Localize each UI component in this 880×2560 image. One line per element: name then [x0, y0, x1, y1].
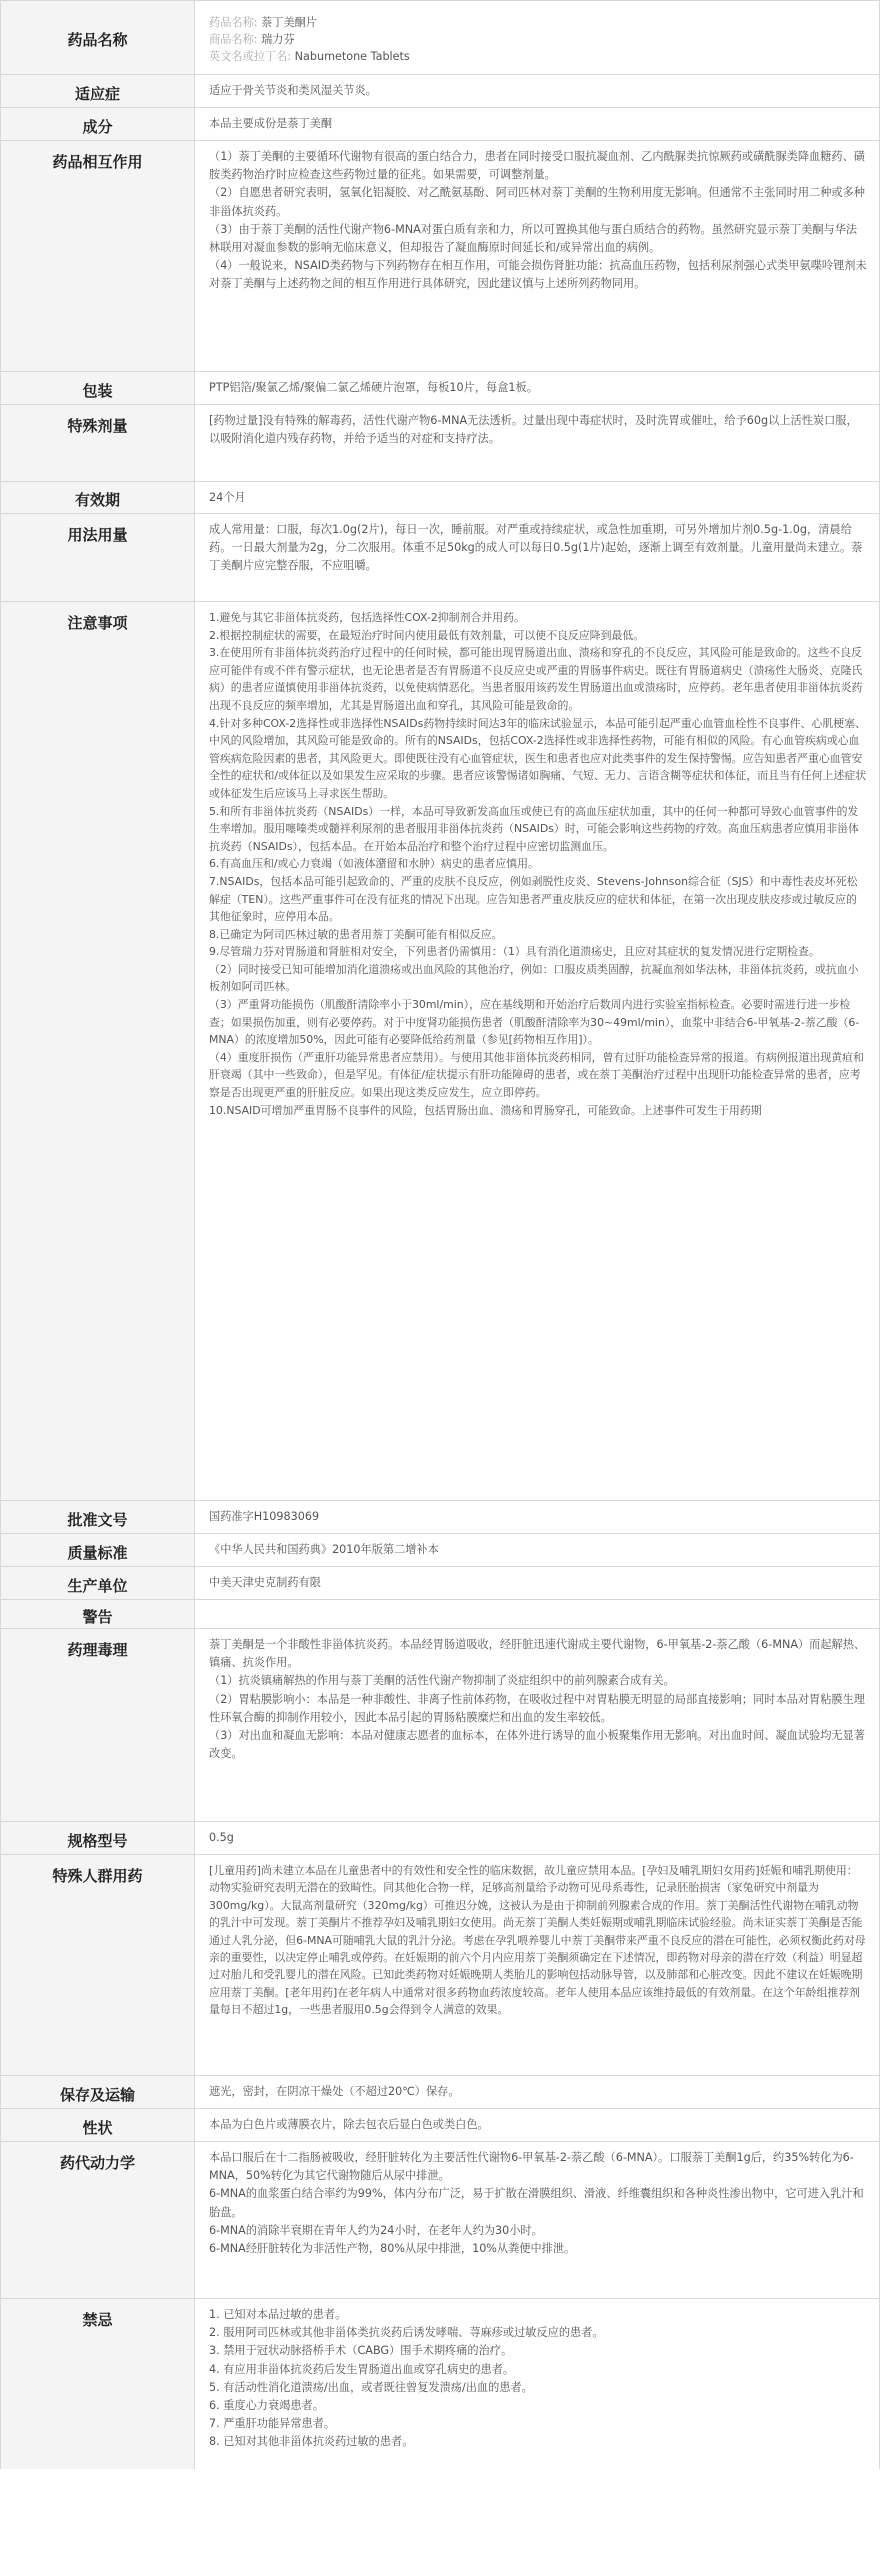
row-validity: [1, 482, 879, 514]
paragraph: 6-MNA经肝脏转化为非活性产物，80%从尿中排泄，10%从粪便中排泄。: [209, 2242, 576, 2256]
paragraph: 10.NSAID可增加严重胃肠不良事件的风险，包括胃肠出血、溃疡和胃肠穿孔，可能致命。上述事件可发生于用药期: [209, 1103, 762, 1117]
precautions-text: [195, 602, 879, 1500]
paragraph: （3）严重肾功能损伤（肌酸酐清除率小于30ml/min），应在基线期和开始治疗后数周内进行实验室指标检查。必要时需进行进一步检查；如果损伤加重，则有必要停药。对于中度肾功能损伤患者（肌酸酐清除率为30~49ml/min），血浆中非结合6-甲氧基-2-萘乙酸（6-MNA）的浓度增加50%，因此可能有必要降低给药剂量（参见[药物相互作用]）。: [209, 998, 860, 1047]
label-packaging: 包装: [1, 372, 195, 404]
manufacturer-text: 中美天津史克制药有限: [209, 1576, 321, 1589]
pharmacology-text: [195, 1629, 879, 1821]
label-precautions: 注意事项: [1, 602, 195, 1500]
row-contraindications: [1, 2299, 879, 2469]
composition-text: 本品主要成份是萘丁美酮: [209, 117, 333, 130]
label-pharmacology: 药理毒理: [1, 1629, 195, 1821]
paragraph: （1）萘丁美酮的主要循环代谢物有很高的蛋白结合力，患者在同时接受口服抗凝血剂、乙内酰脲类抗惊厥药或磺酰脲类降血糖药、磺胺类药物治疗时应检查这些药物过量的征兆。如果需要，可调整剂量。: [209, 150, 865, 182]
label-approval: 批准文号: [1, 1501, 195, 1533]
label-storage: 保存及运输: [1, 2076, 195, 2108]
paragraph: （2）自愿患者研究表明，氢氧化铝凝胶、对乙酰氨基酚、阿司匹林对萘丁美酮的生物利用度无影响。但通常不主张同时用二种或多种非甾体抗炎药。: [209, 186, 865, 218]
generic-name: 萘丁美酮片: [261, 16, 318, 29]
list-item: 4. 有应用非甾体抗炎药后发生胃肠道出血或穿孔病史的患者。: [209, 2362, 515, 2376]
paragraph: 2.根据控制症状的需要，在最短治疗时间内使用最低有效剂量，可以使不良反应降到最低。: [209, 628, 645, 642]
paragraph: （4）重度肝损伤（严重肝功能异常患者应禁用）。与使用其他非甾体抗炎药相同，曾有过肝功能检查异常的报道。有病例报道出现黄疸和肝衰竭（其中一些致命），但是罕见。有体征/症状提示有肝功能障碍的患者，或在萘丁美酮治疗过程中出现肝功能检查异常的患者，应考察是否出现更严重的肝脏反应。如果出现这类反应发生，应立即停药。: [209, 1050, 864, 1100]
row-manufacturer: [1, 1567, 879, 1600]
paragraph: 7.NSAIDs，包括本品可能引起致命的、严重的皮肤不良反应，例如剥脱性皮炎、Stevens-Johnson综合征（SJS）和中毒性表皮坏死松解症（TEN）。这些严重事件可在没有征兆的情况下出现。应告知患者严重皮肤反应的症状和体征，在第一次出现皮肤皮疹或过敏反应的其他征象时，应停用本品。: [209, 874, 858, 924]
label-appearance: 性状: [1, 2109, 195, 2141]
paragraph: [药物过量]没有特殊的解毒药，活性代谢产物6-MNA无法透析。过量出现中毒症状时，及时洗胃或催吐，给予60g以上活性炭口服，以吸附消化道内残存药物，并给予适当的对症和支持疗法。: [209, 414, 858, 446]
label-overdose: 特殊剂量: [1, 405, 195, 481]
appearance-text: 本品为白色片或薄膜衣片，除去包衣后显白色或类白色。: [209, 2118, 489, 2131]
label-composition: 成分: [1, 108, 195, 140]
row-spec: [1, 1822, 879, 1855]
list-item: 5. 有活动性消化道溃疡/出血，或者既往曾复发溃疡/出血的患者。: [209, 2380, 533, 2394]
label-spec: 规格型号: [1, 1822, 195, 1854]
label-validity: 有效期: [1, 482, 195, 513]
label-interactions: 药品相互作用: [1, 141, 195, 371]
drug-names: 药品名称: 萘丁美酮片 商品名称: 瑞力芬 英文名或拉丁名: Nabumetone Tablets: [209, 16, 410, 63]
paragraph: 萘丁美酮是一个非酸性非甾体抗炎药。本品经胃肠道吸收，经肝脏迅速代谢成主要代谢物，6-甲氧基-2-萘乙酸（6-MNA）而起解热、镇痛、抗炎作用。: [209, 1638, 866, 1670]
special-population-text: [195, 1855, 879, 2075]
row-indication: [1, 75, 879, 108]
label-indication: 适应症: [1, 75, 195, 107]
label-drug-name: 药品名称: [1, 1, 195, 74]
paragraph: 本品口服后在十二指肠被吸收，经肝脏转化为主要活性代谢物6-甲氧基-2-萘乙酸（6-MNA）。口服萘丁美酮1g后，约35%转化为6-MNA，50%转化为其它代谢物随后从尿中排泄。: [209, 2151, 854, 2183]
row-approval: [1, 1501, 879, 1534]
paragraph: 6-MNA的血浆蛋白结合率约为99%，体内分布广泛，易于扩散在滑膜组织、滑液、纤维囊组织和各种炎性渗出物中，它可进入乳汁和胎盘。: [209, 2187, 864, 2219]
list-item: 1. 已知对本品过敏的患者。: [209, 2308, 347, 2321]
label-pharmacokinetics: 药代动力学: [1, 2142, 195, 2298]
label-dosage: 用法用量: [1, 514, 195, 601]
list-item: 7. 严重肝功能异常患者。: [209, 2417, 336, 2431]
storage-text: 遮光，密封，在阴凉干燥处（不超过20℃）保存。: [209, 2085, 460, 2098]
row-appearance: [1, 2109, 879, 2142]
paragraph: 1.避免与其它非甾体抗炎药，包括选择性COX-2抑制剂合并用药。: [209, 611, 525, 624]
list-item: 8. 已知对其他非甾体抗炎药过敏的患者。: [209, 2435, 414, 2449]
contraindications-text: [195, 2299, 879, 2469]
row-precautions: [1, 602, 879, 1501]
validity-text: 24个月: [209, 491, 246, 504]
interactions-text: [195, 141, 879, 371]
row-drug-name: [1, 1, 879, 75]
paragraph: 6.有高血压和/或心力衰竭（如液体潴留和水肿）病史的患者应慎用。: [209, 857, 539, 871]
english-name: Nabumetone Tablets: [294, 50, 410, 63]
paragraph: 3.在使用所有非甾体抗炎药治疗过程中的任何时候，都可能出现胃肠道出血、溃疡和穿孔的不良反应，其风险可能是致命的。这些不良反应可能伴有或不伴有警示症状，也无论患者是否有胃肠道不良反应史或严重的胃肠事件病史。既往有胃肠道病史（溃疡性大肠炎、克隆氏病）的患者应谨慎使用非甾体抗炎药，以免使病情恶化。当患者服用该药发生胃肠道出血或溃疡时，应停药。老年患者使用非甾体抗炎药出现不良反应的频率增加，尤其是胃肠道出血和穿孔，其风险可能是致命的。: [209, 646, 863, 712]
indication-text: 适应于骨关节炎和类风湿关节炎。: [209, 84, 377, 97]
row-interactions: [1, 141, 879, 372]
dosage-text: [195, 514, 879, 601]
paragraph: 9.尽管瑞力芬对胃肠道和肾脏相对安全，下列患者仍需慎用：（1）具有消化道溃疡史，且应对其症状的复发情况进行定期检查。: [209, 945, 820, 959]
row-pharmacology: [1, 1629, 879, 1822]
label-warning: 警告: [1, 1600, 195, 1628]
row-storage: [1, 2076, 879, 2109]
row-dosage: [1, 514, 879, 602]
row-composition: [1, 108, 879, 141]
row-overdose: [1, 405, 879, 482]
overdose-text: [195, 405, 879, 481]
list-item: 3. 禁用于冠状动脉搭桥手术（CABG）围手术期疼痛的治疗。: [209, 2344, 513, 2358]
label-contraindications: 禁忌: [1, 2299, 195, 2469]
label-standard: 质量标准: [1, 1534, 195, 1566]
paragraph: （2）胃粘膜影响小：本品是一种非酸性、非离子性前体药物，在吸收过程中对胃粘膜无明显的局部直接影响；同时本品对胃粘膜生理性环氧合酶的抑制作用较小，因此本品引起的胃肠粘膜糜烂和出血的发生率较低。: [209, 1692, 865, 1724]
list-item: 6. 重度心力衰竭患者。: [209, 2399, 324, 2413]
row-warning: [1, 1600, 879, 1629]
list-item: 2. 服用阿司匹林或其他非甾体类抗炎药后诱发哮喘、荨麻疹或过敏反应的患者。: [209, 2326, 604, 2340]
pharmacokinetics-text: [195, 2142, 879, 2298]
standard-text: 《中华人民共和国药典》2010年版第二增补本: [209, 1543, 439, 1556]
label-manufacturer: 生产单位: [1, 1567, 195, 1599]
spec-text: 0.5g: [209, 1831, 234, 1844]
paragraph: （1）抗炎镇痛解热的作用与萘丁美酮的活性代谢产物抑制了炎症组织中的前列腺素合成有关。: [209, 1674, 675, 1688]
paragraph: 8.已确定为阿司匹林过敏的患者用萘丁美酮可能有相似反应。: [209, 927, 503, 941]
paragraph: （3）由于萘丁美酮的活性代谢产物6-MNA对蛋白质有亲和力，所以可置换其他与蛋白质结合的药物。虽然研究显示萘丁美酮与华法林联用对凝血参数的影响无临床意义，但却报告了凝血酶原时间延长和/或异常出血的病例。: [209, 222, 858, 255]
row-special-population: [1, 1855, 879, 2076]
paragraph: 成人常用量：口服，每次1.0g(2片)，每日一次，睡前服。对严重或持续症状，或急性加重期，可另外增加片剂0.5g-1.0g，清晨给药。一日最大剂量为2g，分二次服用。体重不足50kg的成人可以每日0.5g(1片)起始，逐渐上调至有效剂量。儿童用量尚未建立。萘丁美酮片应完整吞服，不应咀嚼。: [209, 523, 863, 573]
paragraph: 4.针对多种COX-2选择性或非选择性NSAIDs药物持续时间达3年的临床试验显示，本品可能引起严重心血管血栓性不良事件、心肌梗塞、中风的风险增加，其风险可能是致命的。所有的NSAIDs，包括COX-2选择性或非选择性药物，可能有相似的风险。有心血管疾病或心血管疾病危险因素的患者，其风险更大。即使既往没有心血管症状，医生和患者也应对此类事件的发生保持警惕。应告知患者严重心血管安全性的症状和/或体征以及如果发生应采取的步骤。患者应该警惕诸如胸痛、气短、无力、言语含糊等症状和体征，而且当有任何上述症状或体征发生后应该马上寻求医生帮助。: [209, 716, 867, 800]
paragraph: （3）对出血和凝血无影响：本品对健康志愿者的血标本，在体外进行诱导的血小板聚集作用无影响。对出血时间、凝血试验均无显著改变。: [209, 1729, 865, 1761]
row-standard: [1, 1534, 879, 1567]
paragraph: 6-MNA的消除半衰期在青年人约为24小时，在老年人约为30小时。: [209, 2223, 543, 2237]
packaging-text: PTP铝箔/聚氯乙烯/聚偏二氯乙烯硬片泡罩，每板10片，每盒1板。: [209, 381, 538, 394]
paragraph: [儿童用药]尚未建立本品在儿童患者中的有效性和安全性的临床数据，故儿童应禁用本品。[孕妇及哺乳期妇女用药]妊娠和哺乳期使用：动物实验研究表明无潜在的致畸性。同其他化合物一样，足够高剂量给予动物可见母系毒性，记录胚胎损害（家兔研究中剂量为300mg/kg）。大鼠高剂量研究（320mg/kg）可推迟分娩，这被认为是由于抑制前列腺素合成的作用。萘丁美酮活性代谢物在哺乳动物的乳汁中可发现。萘丁美酮片不推荐孕妇及哺乳期妇女使用。尚无萘丁美酮人类妊娠期或哺乳期临床试验经验。尚未证实萘丁美酮是否能通过人乳分泌，但6-MNA可随哺乳大鼠的乳汁分泌。考虑在孕乳喂养婴儿中萘丁美酮带来严重不良反应的潜在可能性，必须权衡此药对母亲的重要性，以决定停止哺乳或停药。在妊娠期的前六个月内应用萘丁美酮须确定在下述情况，即药物对母亲的潜在疗效（利益）明显超过对胎儿和受乳婴儿的潜在风险。已知此类药物对妊娠晚期人类胎儿的影响包括动脉导管，以及肺部和心脏改变。因此不建议在妊娠晚期应用萘丁美酮。[老年用药]在老年病人中通常对很多药物血药浓度较高。老年人使用本品应该维持最低的有效剂量。在这个年龄组推荐剂量每日不超过1g，一些患者服用0.5g会得到令人满意的效果。: [209, 1864, 866, 2017]
paragraph: （4）一般说来，NSAID类药物与下列药物存在相互作用，可能会损伤肾脏功能：抗高血压药物，包括利尿剂强心式类甲氨喋呤锂剂未对萘丁美酮与上述药物之间的相互作用进行具体研究，因此建议慎与上述所列药物同用。: [209, 259, 867, 291]
label-special-population: 特殊人群用药: [1, 1855, 195, 2075]
row-pharmacokinetics: [1, 2142, 879, 2299]
paragraph: 5.和所有非甾体抗炎药（NSAIDs）一样，本品可导致新发高血压或使已有的高血压症状加重，其中的任何一种都可导致心血管事件的发生率增加。服用噻嗪类或髓袢利尿剂的患者服用非甾体抗炎药（NSAIDs）时，可能会影响这些药物的疗效。高血压病患者应慎用非甾体抗炎药（NSAIDs），包括本品。在开始本品治疗和整个治疗过程中应密切监测血压。: [209, 804, 859, 853]
warning-text: [195, 1600, 879, 1628]
approval-text: 国药准字H10983069: [209, 1510, 320, 1523]
row-packaging: [1, 372, 879, 405]
paragraph: （2）同时接受已知可能增加消化道溃疡或出血风险的其他治疗，例如：口服皮质类固醇，抗凝血剂如华法林，非甾体抗炎药，或抗血小板剂如阿司匹林。: [209, 962, 859, 994]
trade-name: 瑞力芬: [261, 33, 295, 46]
